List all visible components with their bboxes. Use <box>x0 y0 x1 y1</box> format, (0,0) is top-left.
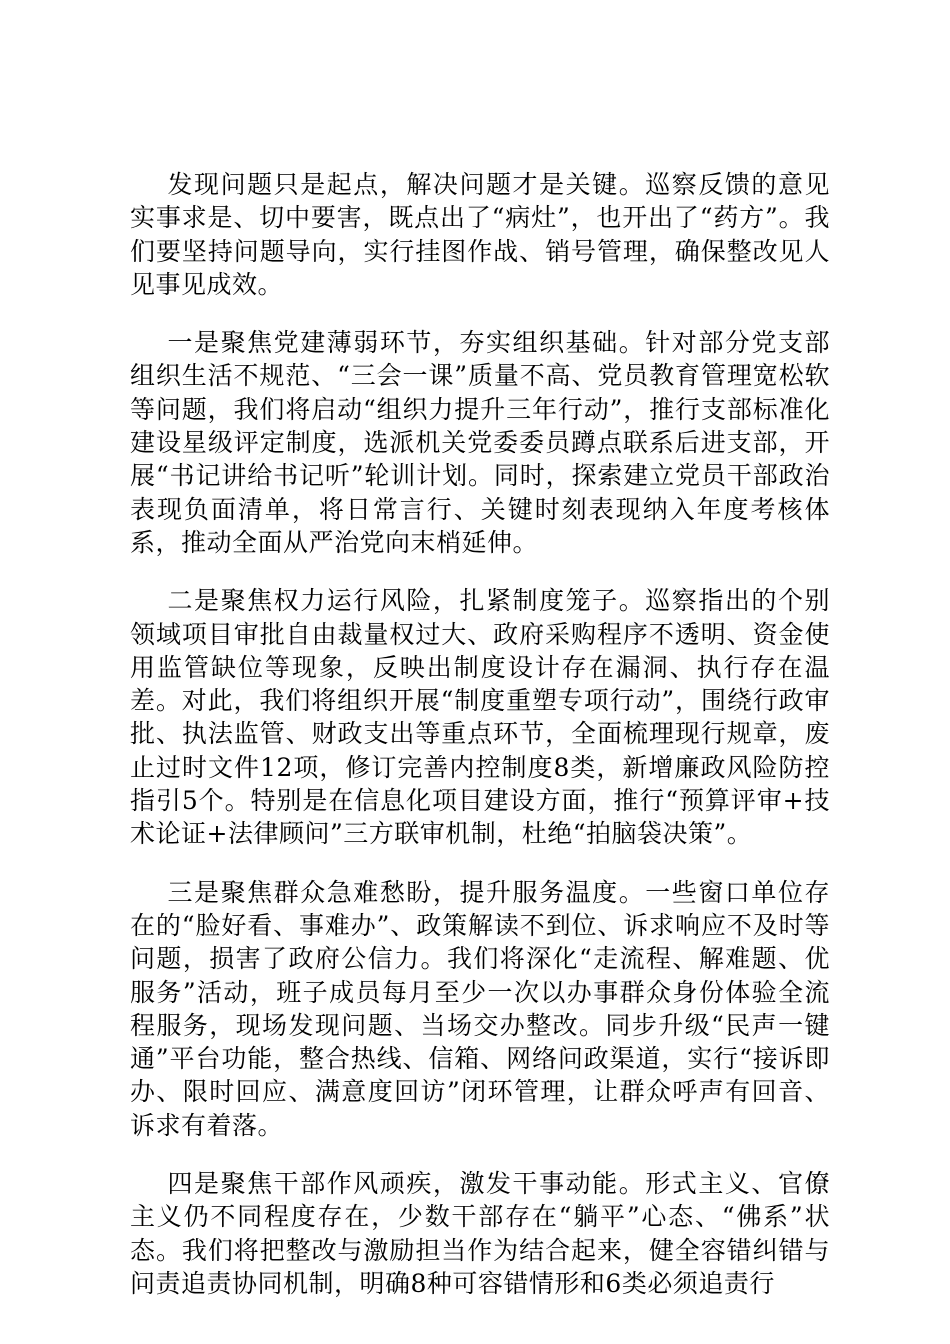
paragraph-party-building: 一是聚焦党建薄弱环节，夯实组织基础。针对部分党支部组织生活不规范、“三会一课”质量不高、党员教育管理宽松软等问题，我们将启动“组织力提升三年行动”，推行支部标准化建设星级评定制度，选派机关党委委员蹲点联系后进支部，开展“书记讲给书记听”轮训计划。同时，探索建立党员干部政治表现负面清单，将日常言行、关键时刻表现纳入年度考核体系，推动全面从严治党向末梢延伸。 <box>130 328 830 557</box>
paragraph-intro: 发现问题只是起点，解决问题才是关键。巡察反馈的意见实事求是、切中要害，既点出了“病灶”，也开出了“药方”。我们要坚持问题导向，实行挂图作战、销号管理，确保整改见人见事见成效。 <box>130 170 830 299</box>
document-body <box>130 168 830 1300</box>
paragraph-cadre-style: 四是聚焦干部作风顽疾，激发干事动能。形式主义、官僚主义仍不同程度存在，少数干部存在“躺平”心态、“佛系”状态。我们将把整改与激励担当作为结合起来，健全容错纠错与问责追责协同机制，明确8种可容错情形和6类必须追责行 <box>130 1169 830 1298</box>
paragraph-public-service: 三是聚焦群众急难愁盼，提升服务温度。一些窗口单位存在的“脸好看、事难办”、政策解读不到位、诉求响应不及时等问题，损害了政府公信力。我们将深化“走流程、解难题、优服务”活动，班子成员每月至少一次以办事群众身份体验全流程服务，现场发现问题、当场交办整改。同步升级“民声一键通”平台功能，整合热线、信箱、网络问政渠道，实行“接诉即办、限时回应、满意度回访”闭环管理，让群众呼声有回音、诉求有着落。 <box>130 877 830 1140</box>
paragraph-power-risk: 二是聚焦权力运行风险，扎紧制度笼子。巡察指出的个别领域项目审批自由裁量权过大、政府采购程序不透明、资金使用监管缺位等现象，反映出制度设计存在漏洞、执行存在温差。对此，我们将组织开展“制度重塑专项行动”，围绕行政审批、执法监管、财政支出等重点环节，全面梳理现行规章，废止过时文件12项，修订完善内控制度8类，新增廉政风险防控指引5个。特别是在信息化项目建设方面，推行“预算评审+技术论证+法律顾问”三方联审机制，杜绝“拍脑袋决策”。 <box>130 586 830 849</box>
